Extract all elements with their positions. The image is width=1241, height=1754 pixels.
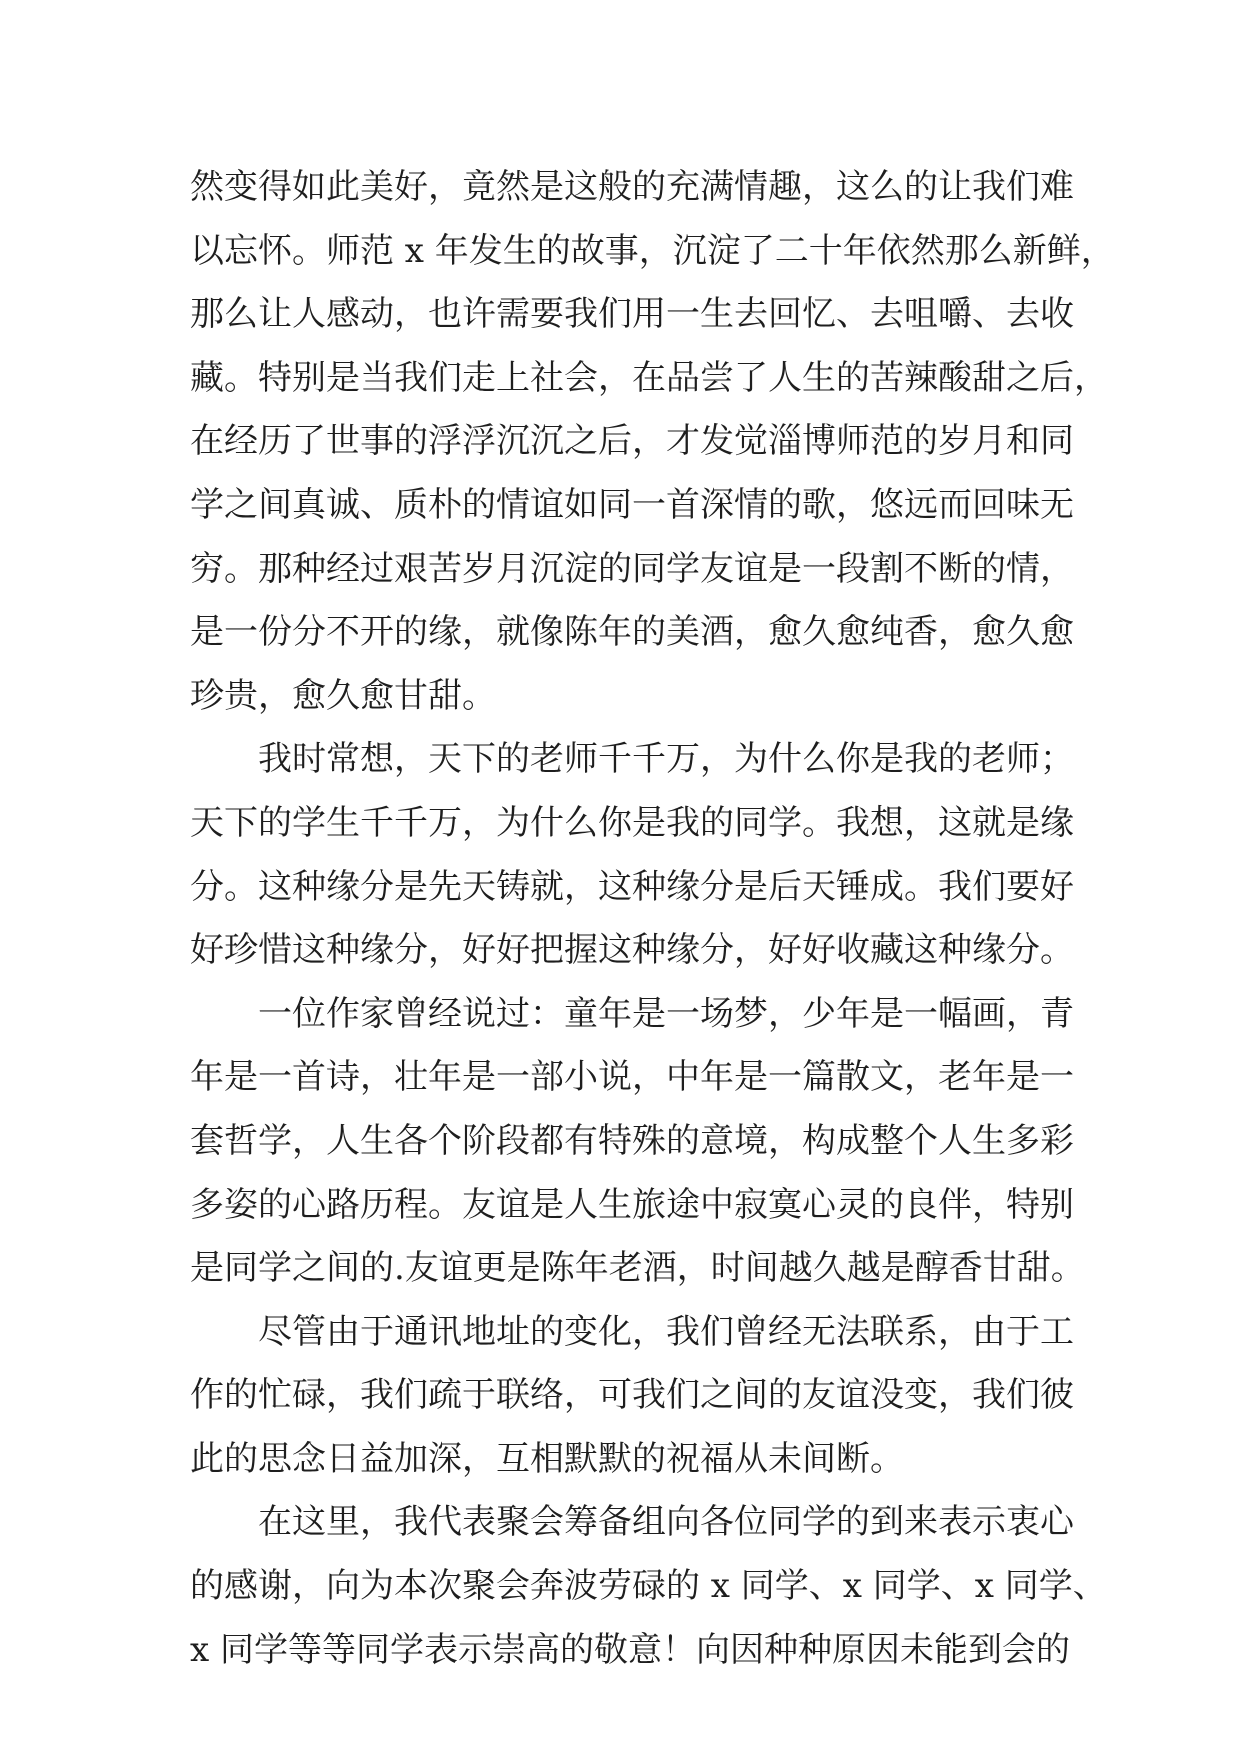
paragraph-5: [190, 1491, 1107, 1682]
text-line: 我时常想，天下的老师千千万，为什么你是我的老师；: [258, 739, 1074, 780]
text-line: 好珍惜这种缘分，好好把握这种缘分，好好收藏这种缘分。: [190, 930, 1074, 971]
text-line: 是一份分不开的缘，就像陈年的美酒，愈久愈纯香，愈久愈: [190, 612, 1074, 653]
text-line: 在这里，我代表聚会筹备组向各位同学的到来表示衷心: [258, 1502, 1074, 1543]
paragraph-1: [190, 156, 1115, 728]
text-line: 此的思念日益加深，互相默默的祝福从未间断。: [190, 1438, 904, 1479]
body-text: [190, 156, 1115, 1682]
text-line: 是同学之间的.友谊更是陈年老酒，时间越久越是醇香甘甜。: [190, 1248, 1085, 1289]
paragraph-2: [190, 728, 1074, 982]
text-line: 的感谢，向为本次聚会奔波劳碌的 x 同学、x 同学、x 同学、: [190, 1566, 1107, 1607]
text-line: x 同学等等同学表示崇高的敬意！向因种种原因未能到会的: [190, 1629, 1070, 1670]
text-line: 天下的学生千千万，为什么你是我的同学。我想，这就是缘: [190, 802, 1074, 843]
text-line: 在经历了世事的浮浮沉沉之后，才发觉淄博师范的岁月和同: [190, 421, 1074, 462]
text-line: 那么让人感动，也许需要我们用一生去回忆、去咀嚼、去收: [190, 294, 1074, 335]
text-line: 穷。那种经过艰苦岁月沉淀的同学友谊是一段割不断的情，: [190, 548, 1074, 589]
text-line: 然变得如此美好，竟然是这般的充满情趣，这么的让我们难: [190, 167, 1074, 207]
text-line: 以忘怀。师范 x 年发生的故事，沉淀了二十年依然那么新鲜，: [190, 230, 1115, 271]
text-line: 分。这种缘分是先天铸就，这种缘分是后天锤成。我们要好: [190, 866, 1074, 907]
paragraph-3: [190, 983, 1085, 1301]
text-line: 一位作家曾经说过：童年是一场梦，少年是一幅画，青: [258, 993, 1074, 1034]
text-line: 多姿的心路历程。友谊是人生旅途中寂寞心灵的良伴，特别: [190, 1184, 1074, 1225]
text-line: 学之间真诚、质朴的情谊如同一首深情的歌，悠远而回味无: [190, 484, 1074, 525]
text-line: 藏。特别是当我们走上社会，在品尝了人生的苦辣酸甜之后，: [190, 357, 1108, 398]
text-line: 尽管由于通讯地址的变化，我们曾经无法联系，由于工: [258, 1311, 1074, 1352]
text-line: 珍贵，愈久愈甘甜。: [190, 675, 496, 716]
text-line: 套哲学，人生各个阶段都有特殊的意境，构成整个人生多彩: [190, 1120, 1074, 1161]
text-line: 作的忙碌，我们疏于联络，可我们之间的友谊没变，我们彼: [190, 1375, 1074, 1416]
text-line: 年是一首诗，壮年是一部小说，中年是一篇散文，老年是一: [190, 1057, 1074, 1098]
paragraph-4: [190, 1301, 1074, 1492]
